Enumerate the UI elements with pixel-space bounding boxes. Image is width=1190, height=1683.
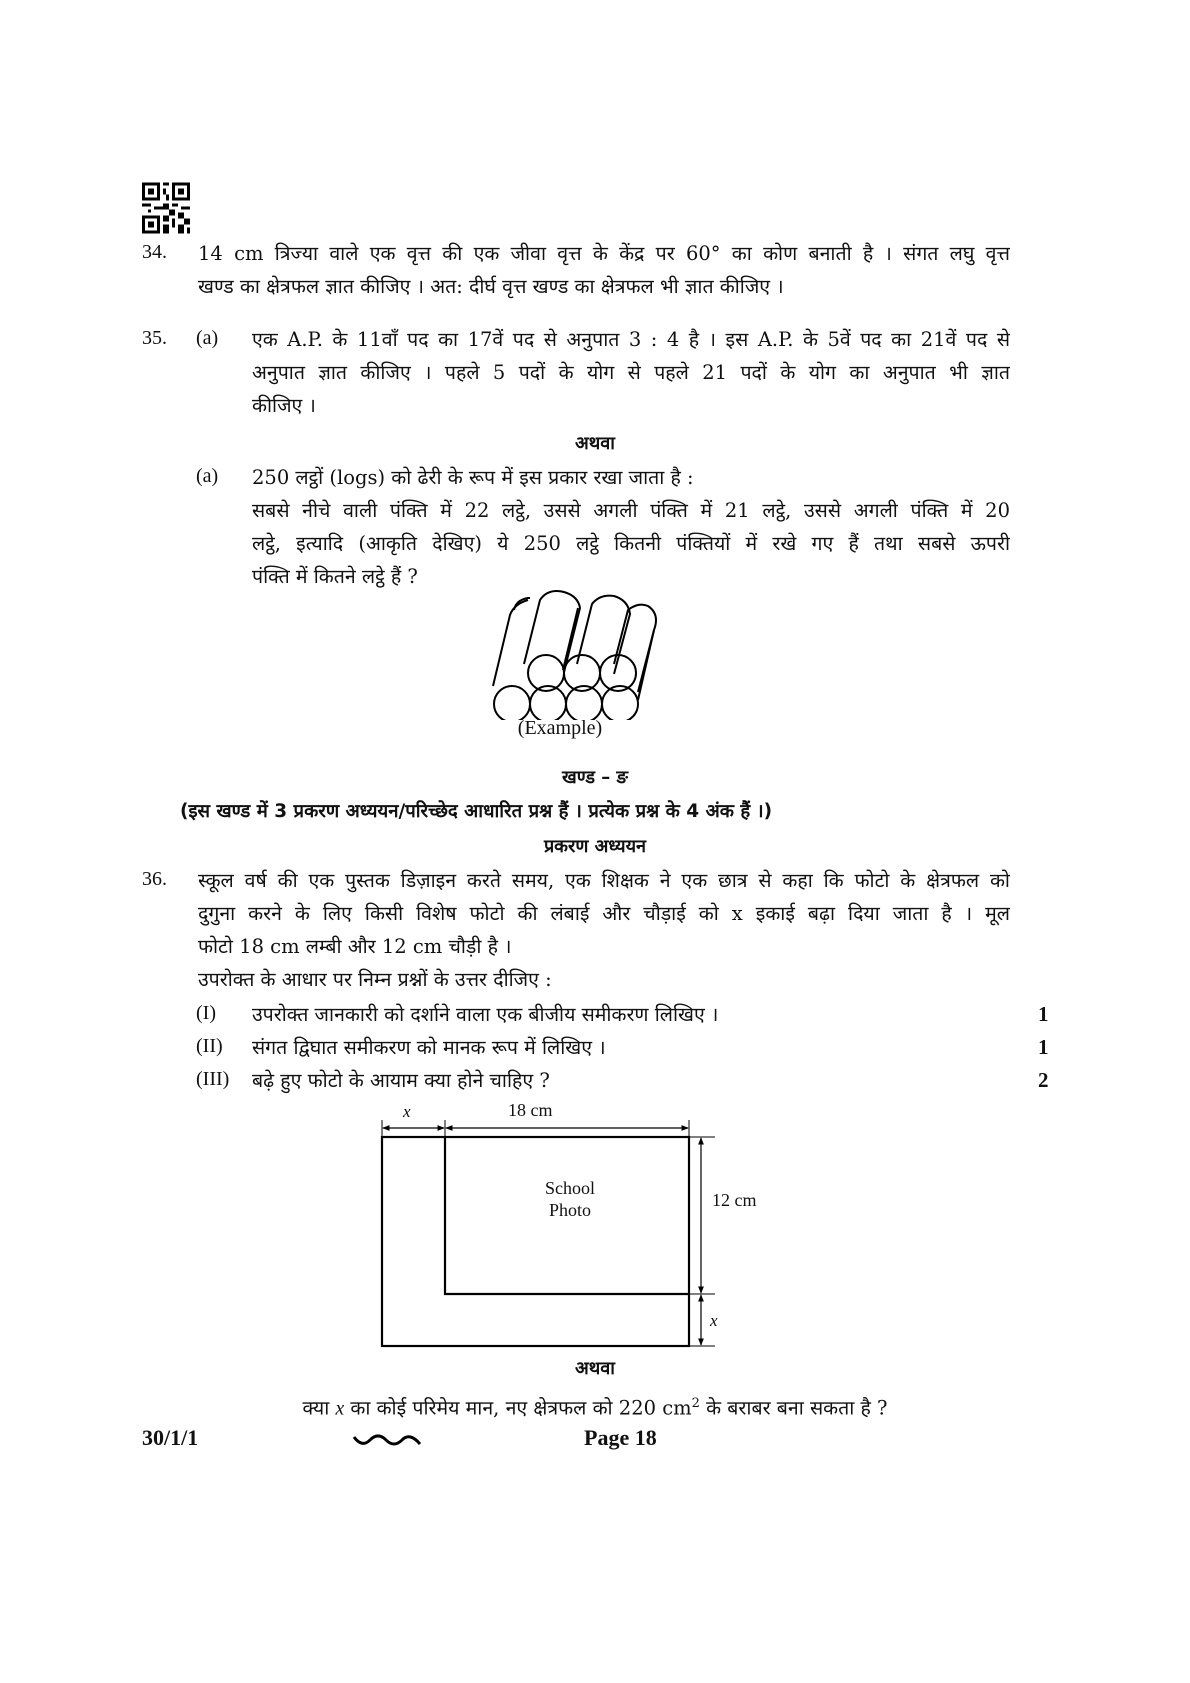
q36-subpart-2-text: संगत द्विघात समीकरण को मानक रूप में लिखिए । — [252, 1036, 606, 1059]
section-e-title: खण्ड – ङ — [562, 767, 628, 788]
q36-text-line-3: फोटो 18 cm लम्बी और 12 cm चौड़ी है । — [198, 935, 512, 958]
q36-subpart-2-label: (II) — [196, 1035, 223, 1057]
q36-subpart-1-text: उपरोक्त जानकारी को दर्शाने वाला एक बीजीय समीकरण लिखिए । — [252, 1003, 719, 1026]
q35-alt-line-4: पंक्ति में कितने लट्ठे हैं ? — [252, 565, 418, 588]
qr-code-icon — [142, 182, 190, 234]
wave-ornament-icon — [352, 1432, 422, 1448]
diagram-photo-label-2: Photo — [548, 1200, 591, 1220]
q36-alt-question — [0, 1390, 1190, 1424]
q36-alt-question-sup: 2 — [691, 1396, 700, 1411]
diagram-height-label: 12 cm — [712, 1190, 757, 1210]
question-number-36: 36. — [142, 868, 167, 890]
q36-subpart-2-marks: 1 — [1038, 1035, 1049, 1059]
q36-text-line-2: दुगुना करने के लिए किसी विशेष फोटो की लंबाई और चौड़ाई को x इकाई बढ़ा दिया जाता है । मूल — [198, 902, 1010, 925]
diagram-x-side-label: x — [710, 1311, 718, 1330]
school-photo-diagram — [370, 1100, 720, 1355]
section-e-instructions: (इस खण्ड में 3 प्रकरण अध्ययन/परिच्छेद आधारित प्रश्न हैं । प्रत्येक प्रश्न के 4 अंक हैं ।) — [180, 801, 773, 822]
q36-subpart-3-marks: 2 — [1038, 1068, 1049, 1092]
q36-or-label: अथवा — [575, 1358, 615, 1379]
q36-subpart-3-text: बढ़े हुए फोटो के आयाम क्या होने चाहिए ? — [252, 1069, 550, 1092]
q36-text-line-1: स्कूल वर्ष की एक पुस्तक डिज़ाइन करते समय, एक शिक्षक ने एक छात्र से कहा कि फोटो के क्षेत्रफल को — [198, 869, 1010, 892]
q36-alt-question-pre: क्या — [302, 1396, 336, 1420]
q35-alt-line-1: 250 लट्ठों (logs) को ढेरी के रूप में इस प्रकार रखा जाता है : — [252, 466, 694, 489]
section-e-subtitle: प्रकरण अध्ययन — [543, 836, 647, 857]
logs-figure-caption: (Example) — [517, 717, 603, 739]
q36-subpart-3-label: (III) — [196, 1068, 230, 1090]
q34-text-line-2: खण्ड का क्षेत्रफल ज्ञात कीजिए । अत: दीर्घ वृत्त खण्ड का क्षेत्रफल भी ज्ञात कीजिए । — [198, 275, 784, 298]
q36-subpart-1-marks: 1 — [1038, 1002, 1049, 1026]
q35-a-line-3: कीजिए । — [252, 394, 316, 417]
q35-or-label: अथवा — [575, 433, 615, 454]
q36-text-line-4: उपरोक्त के आधार पर निम्न प्रश्नों के उत्तर दीजिए : — [198, 968, 552, 991]
q34-text-line-1: 14 cm त्रिज्या वाले एक वृत्त की एक जीवा वृत्त के केंद्र पर 60° का कोण बनाती है । संगत लघु वृत्त — [198, 242, 1010, 265]
logs-stack-figure — [488, 590, 658, 720]
footer-paper-code: 30/1/1 — [142, 1425, 199, 1450]
q36-subpart-1-label: (I) — [196, 1002, 216, 1024]
q35-alt-label: (a) — [196, 465, 219, 487]
diagram-width-label: 18 cm — [508, 1100, 553, 1120]
question-number-34: 34. — [142, 241, 167, 263]
footer-page-number: Page 18 — [584, 1425, 657, 1450]
q36-alt-question-post: के बराबर बना सकता है ? — [699, 1396, 888, 1420]
q35-alt-line-2: सबसे नीचे वाली पंक्ति में 22 लट्ठे, उससे अगली पंक्ति में 21 लट्ठे, उससे अगली पंक्ति में 20 — [252, 499, 1010, 522]
diagram-photo-label-1: School — [544, 1178, 595, 1198]
q35-alt-line-3: लट्ठे, इत्यादि (आकृति देखिए) ये 250 लट्ठे कितनी पंक्तियों में रखे गए हैं तथा सबसे ऊपरी — [252, 532, 1010, 555]
q36-alt-question-mid: का कोई परिमेय मान, नए क्षेत्रफल को 220 cm — [344, 1396, 692, 1420]
q35-a-line-1: एक A.P. के 11वाँ पद का 17वें पद से अनुपात 3 : 4 है । इस A.P. के 5वें पद का 21वें पद से — [252, 328, 1010, 351]
q36-alt-variable: x — [335, 1398, 345, 1420]
question-number-35: 35. — [142, 327, 167, 349]
diagram-x-top-label: x — [403, 1102, 411, 1121]
q35-a-line-2: अनुपात ज्ञात कीजिए । पहले 5 पदों के योग से पहले 21 पदों के योग का अनुपात भी ज्ञात — [252, 361, 1010, 384]
q35-part-a-label: (a) — [196, 327, 219, 349]
